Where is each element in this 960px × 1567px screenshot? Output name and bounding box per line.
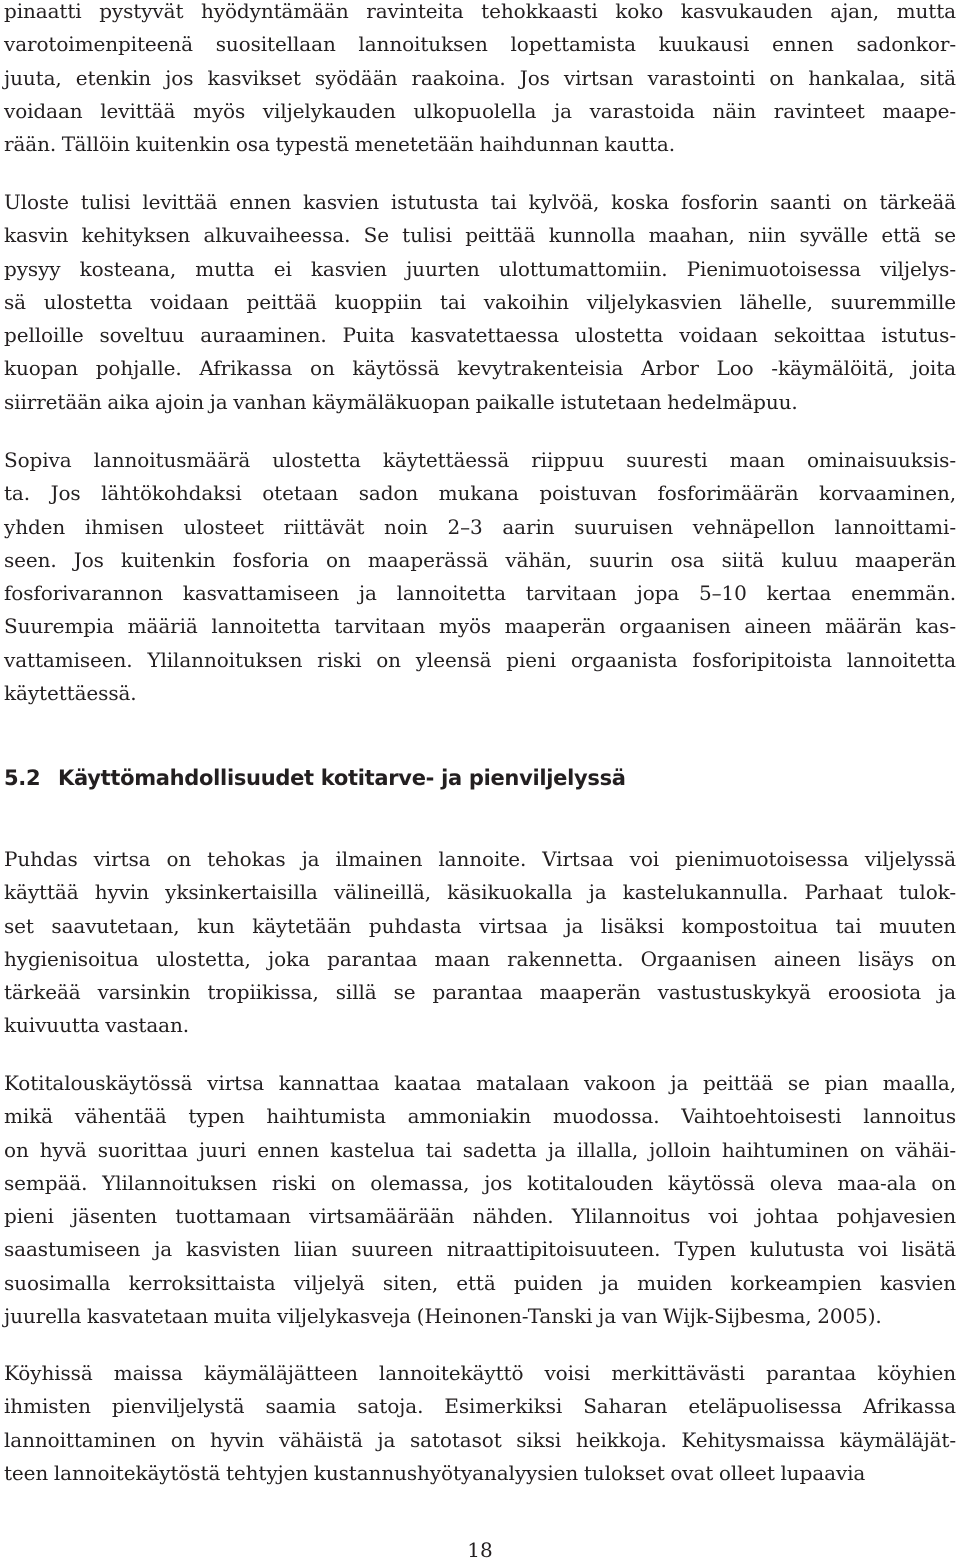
text-line: pinaatti pystyvät hyödyntämään ravinteita tehokkaasti koko kasvukauden ajan, mutta <box>4 0 956 23</box>
text-line: ta. Jos lähtökohdaksi otetaan sadon mukana poistuvan fosforimäärän korvaaminen, <box>4 481 956 506</box>
text-line: hygienisoitua ulostetta, joka parantaa maan rakennetta. Orgaanisen aineen lisäys on <box>4 946 956 971</box>
paragraph <box>4 186 956 419</box>
text-line: juurella kasvatetaan muita viljelykasveja (Heinonen-Tanski ja van Wijk-Sijbesma, 2005). <box>4 1304 882 1329</box>
paragraph <box>4 444 956 710</box>
paragraph <box>4 1067 956 1333</box>
section-title: Käyttömahdollisuudet kotitarve- ja pienviljelyssä <box>58 766 626 790</box>
text-line: teen lannoitekäytöstä tehtyjen kustannushyötyanalyysien tulokset ovat olleet lupaavia <box>4 1460 866 1485</box>
text-line: ihmisten pienviljelystä saamia satoja. Esimerkiksi Saharan eteläpuolisessa Afrikassa <box>4 1394 956 1419</box>
text-line: kasvin kehityksen alkuvaiheessa. Se tulisi peittää kunnolla maahan, niin syvälle että se <box>4 223 956 248</box>
text-line: set saavutetaan, kun käytetään puhdasta virtsaa ja lisäksi kompostoitua tai muuten <box>4 913 956 938</box>
text-line: lannoittaminen on hyvin vähäistä ja satotasot siksi heikkoja. Kehitysmaissa käymäläjät- <box>4 1427 956 1452</box>
text-line: varotoimenpiteenä suositellaan lannoituksen lopettamista kuukausi ennen sadonkor- <box>4 32 956 57</box>
section-heading <box>4 761 626 795</box>
text-line: Sopiva lannoitusmäärä ulostetta käytettäessä riippuu suuresti maan ominaisuuksis- <box>4 448 956 472</box>
text-line: käyttää hyvin yksinkertaisilla välineillä, käsikuokalla ja kastelukannulla. Parhaat tulok- <box>4 880 956 905</box>
text-line: Uloste tulisi levittää ennen kasvien istutusta tai kylvöä, koska fosforin saanti on tärkeää <box>4 190 956 214</box>
text-line: on hyvä suorittaa juuri ennen kastelua tai sadetta ja illalla, jolloin haihtuminen on vähäi- <box>4 1137 956 1162</box>
text-line: Kotitalouskäytössä virtsa kannattaa kaataa matalaan vakoon ja peittää se pian maalla, <box>4 1071 956 1095</box>
text-line: pieni jäsenten tuottamaan virtsamäärään nähden. Ylilannoitus voi johtaa pohjavesien <box>4 1204 956 1229</box>
text-line: Köyhissä maissa käymäläjätteen lannoitekäyttö voisi merkittävästi parantaa köyhien <box>4 1361 956 1385</box>
text-line: fosforivarannon kasvattamiseen ja lannoitetta tarvitaan jopa 5–10 kertaa enemmän. <box>4 581 956 606</box>
text-line: tärkeää varsinkin tropiikissa, sillä se parantaa maaperän vastustuskykyä eroosiota ja <box>4 980 956 1005</box>
text-line: juuta, etenkin jos kasvikset syödään raakoina. Jos virtsan varastointi on hankalaa, sitä <box>4 65 956 90</box>
paragraph <box>4 1357 956 1490</box>
text-line: suosimalla kerroksittaista viljelyä siten, että puiden ja muiden korkeampien kasvien <box>4 1270 956 1295</box>
text-line: sempää. Ylilannoituksen riski on olemassa, jos kotitalouden käytössä oleva maa-ala on <box>4 1170 956 1195</box>
text-line: yhden ihmisen ulosteet riittävät noin 2–3 aarin suuruisen vehnäpellon lannoittami- <box>4 514 956 539</box>
text-line: mikä vähentää typen haihtumista ammoniakin muodossa. Vaihtoehtoisesti lannoitus <box>4 1104 956 1129</box>
text-line: siirretään aika ajoin ja vanhan käymäläkuopan paikalle istutetaan hedelmäpuu. <box>4 389 798 414</box>
text-line: seen. Jos kuitenkin fosforia on maaperässä vähän, suurin osa siitä kuluu maaperän <box>4 547 956 572</box>
text-line: kuivuutta vastaan. <box>4 1013 190 1038</box>
page-number: 18 <box>467 1538 493 1562</box>
text-line: Suurempia määriä lannoitetta tarvitaan myös maaperän orgaanisen aineen määrän kas- <box>4 614 956 639</box>
text-line: voidaan levittää myös viljelykauden ulkopuolella ja varastoida näin ravinteet maape- <box>4 98 956 123</box>
text-line: vattamiseen. Ylilannoituksen riski on yleensä pieni orgaanista fosforipitoista lannoitetta <box>4 647 956 672</box>
text-line: käytettäessä. <box>4 681 137 706</box>
section-number: 5.2 <box>4 766 41 790</box>
paragraph <box>4 0 956 161</box>
text-line: sä ulostetta voidaan peittää kuoppiin tai vakoihin viljelykasvien lähelle, suuremmille <box>4 289 956 314</box>
text-line: kuopan pohjalle. Afrikassa on käytössä kevytrakenteisia Arbor Loo -käymälöitä, joita <box>4 356 956 381</box>
text-line: pysyy kosteana, mutta ei kasvien juurten ulottumattomiin. Pienimuotoisessa viljelys- <box>4 256 956 281</box>
text-line: pelloille soveltuu auraaminen. Puita kasvatettaessa ulostetta voidaan sekoittaa istutus- <box>4 323 956 348</box>
paragraph <box>4 843 956 1043</box>
text-line: saastumiseen ja kasvisten liian suureen nitraattipitoisuuteen. Typen kulutusta voi lisätä <box>4 1237 956 1262</box>
text-line: rään. Tällöin kuitenkin osa typestä menetetään haihdunnan kautta. <box>4 132 675 157</box>
text-line: Puhdas virtsa on tehokas ja ilmainen lannoite. Virtsaa voi pienimuotoisessa viljelyssä <box>4 847 956 871</box>
